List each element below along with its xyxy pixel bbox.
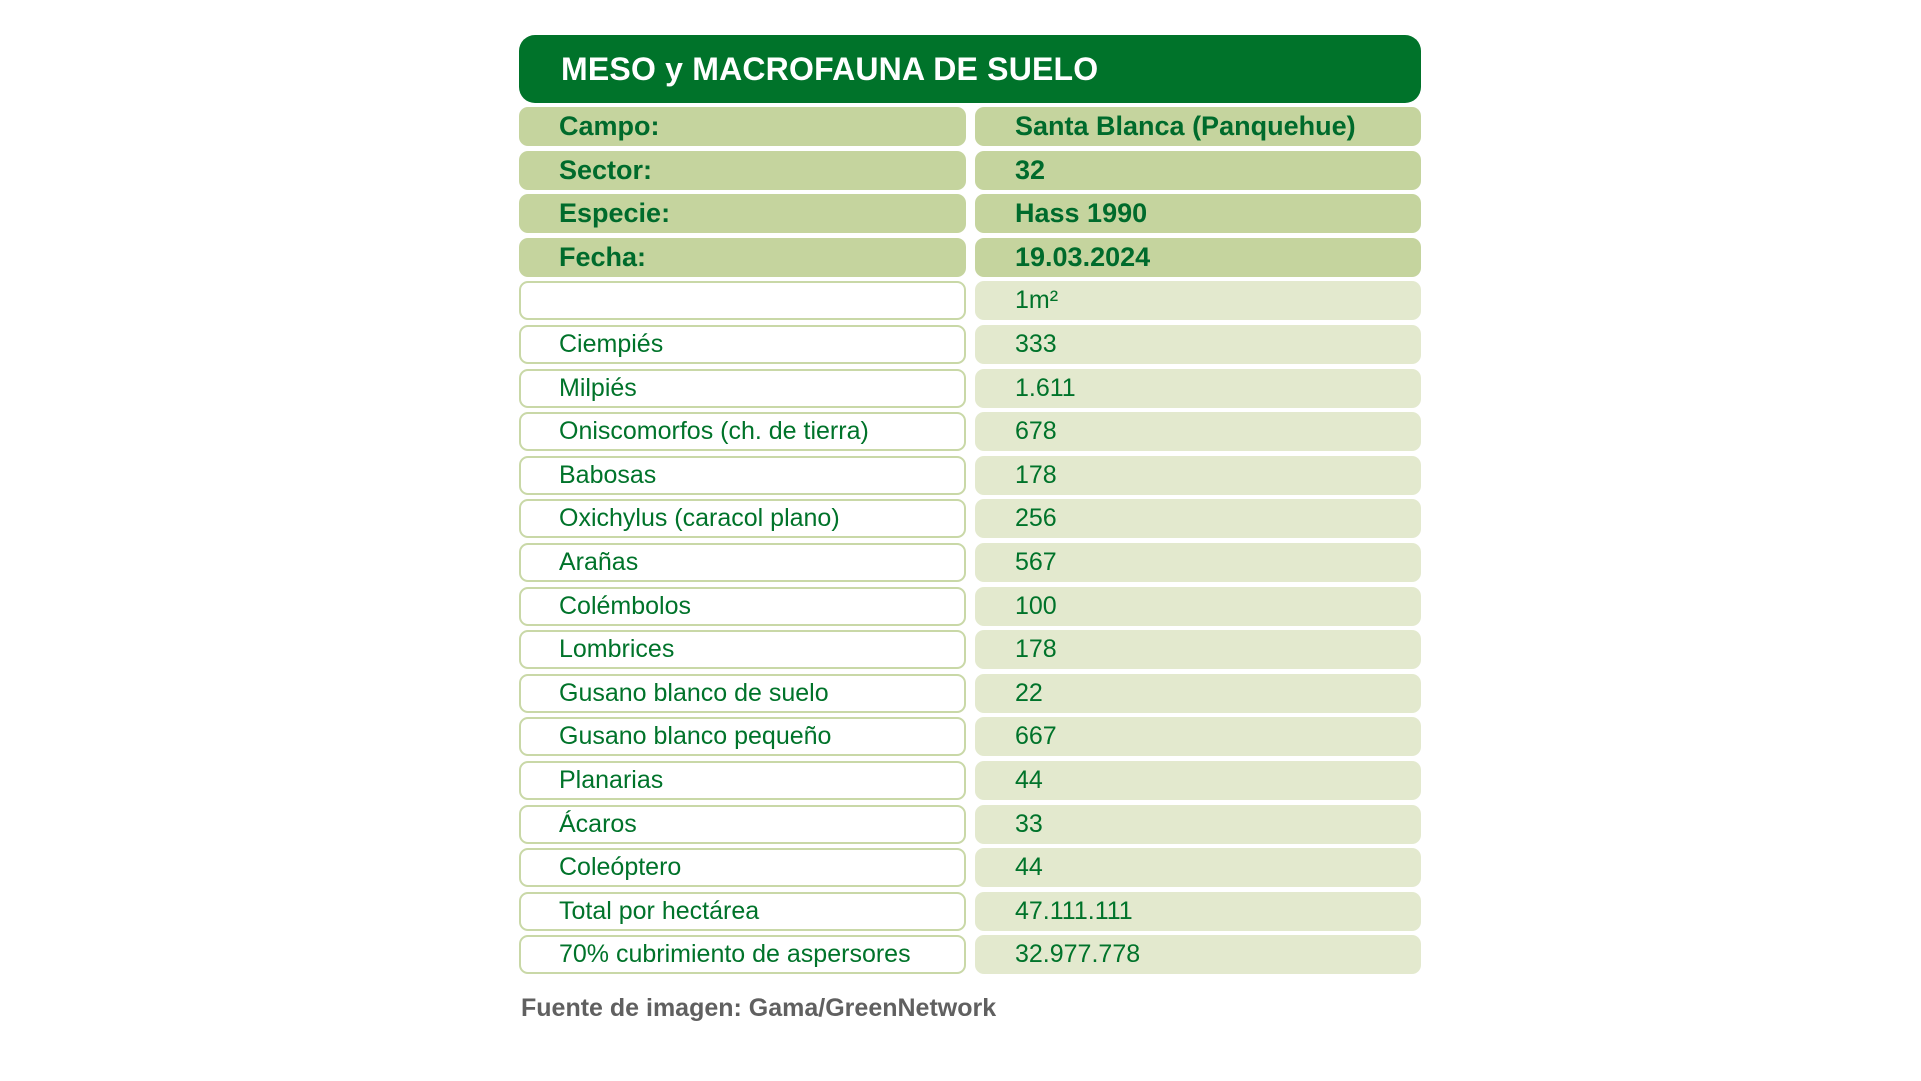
table-row (519, 499, 1421, 538)
data-rows (519, 325, 1421, 974)
meta-value: 19.03.2024 (975, 238, 1421, 277)
meta-label: Sector: (519, 151, 966, 190)
row-label: Coleóptero (519, 848, 966, 887)
unit-header-value: 1m² (975, 281, 1421, 320)
fauna-table (519, 35, 1421, 979)
table-row (519, 630, 1421, 669)
row-label: Colémbolos (519, 587, 966, 626)
table-row (519, 369, 1421, 408)
meta-row-sector (519, 151, 1421, 190)
meta-value: Santa Blanca (Panquehue) (975, 107, 1421, 146)
row-value: 22 (975, 674, 1421, 713)
meta-label: Campo: (519, 107, 966, 146)
row-label: Arañas (519, 543, 966, 582)
meta-label: Especie: (519, 194, 966, 233)
row-value: 256 (975, 499, 1421, 538)
row-label: Babosas (519, 456, 966, 495)
meta-value: Hass 1990 (975, 194, 1421, 233)
row-value: 678 (975, 412, 1421, 451)
table-row (519, 717, 1421, 756)
row-label: Oxichylus (caracol plano) (519, 499, 966, 538)
row-value: 178 (975, 630, 1421, 669)
row-label: Ácaros (519, 805, 966, 844)
row-value: 44 (975, 848, 1421, 887)
row-value: 1.611 (975, 369, 1421, 408)
meta-row-fecha (519, 238, 1421, 277)
row-value: 44 (975, 761, 1421, 800)
table-row (519, 935, 1421, 974)
meta-row-especie (519, 194, 1421, 233)
row-value: 333 (975, 325, 1421, 364)
row-value: 32.977.778 (975, 935, 1421, 974)
row-label: Oniscomorfos (ch. de tierra) (519, 412, 966, 451)
table-title-bar (519, 35, 1421, 103)
table-row (519, 325, 1421, 364)
row-value: 667 (975, 717, 1421, 756)
unit-header-label (519, 281, 966, 320)
row-value: 33 (975, 805, 1421, 844)
table-row (519, 412, 1421, 451)
row-label: 70% cubrimiento de aspersores (519, 935, 966, 974)
row-label: Gusano blanco pequeño (519, 717, 966, 756)
row-label: Ciempiés (519, 325, 966, 364)
meta-row-campo (519, 107, 1421, 146)
table-row (519, 543, 1421, 582)
row-label: Total por hectárea (519, 892, 966, 931)
row-label: Gusano blanco de suelo (519, 674, 966, 713)
image-source-caption: Fuente de imagen: Gama/GreenNetwork (521, 994, 997, 1022)
unit-header-row (519, 281, 1421, 320)
meta-value: 32 (975, 151, 1421, 190)
table-row (519, 587, 1421, 626)
table-title: MESO y MACROFAUNA DE SUELO (561, 50, 1099, 87)
row-label: Planarias (519, 761, 966, 800)
row-value: 178 (975, 456, 1421, 495)
table-row (519, 456, 1421, 495)
row-value: 47.111.111 (975, 892, 1421, 931)
meta-label: Fecha: (519, 238, 966, 277)
table-row (519, 761, 1421, 800)
table-row (519, 848, 1421, 887)
row-label: Milpiés (519, 369, 966, 408)
row-value: 100 (975, 587, 1421, 626)
row-label: Lombrices (519, 630, 966, 669)
table-row (519, 892, 1421, 931)
table-row (519, 805, 1421, 844)
row-value: 567 (975, 543, 1421, 582)
table-row (519, 674, 1421, 713)
